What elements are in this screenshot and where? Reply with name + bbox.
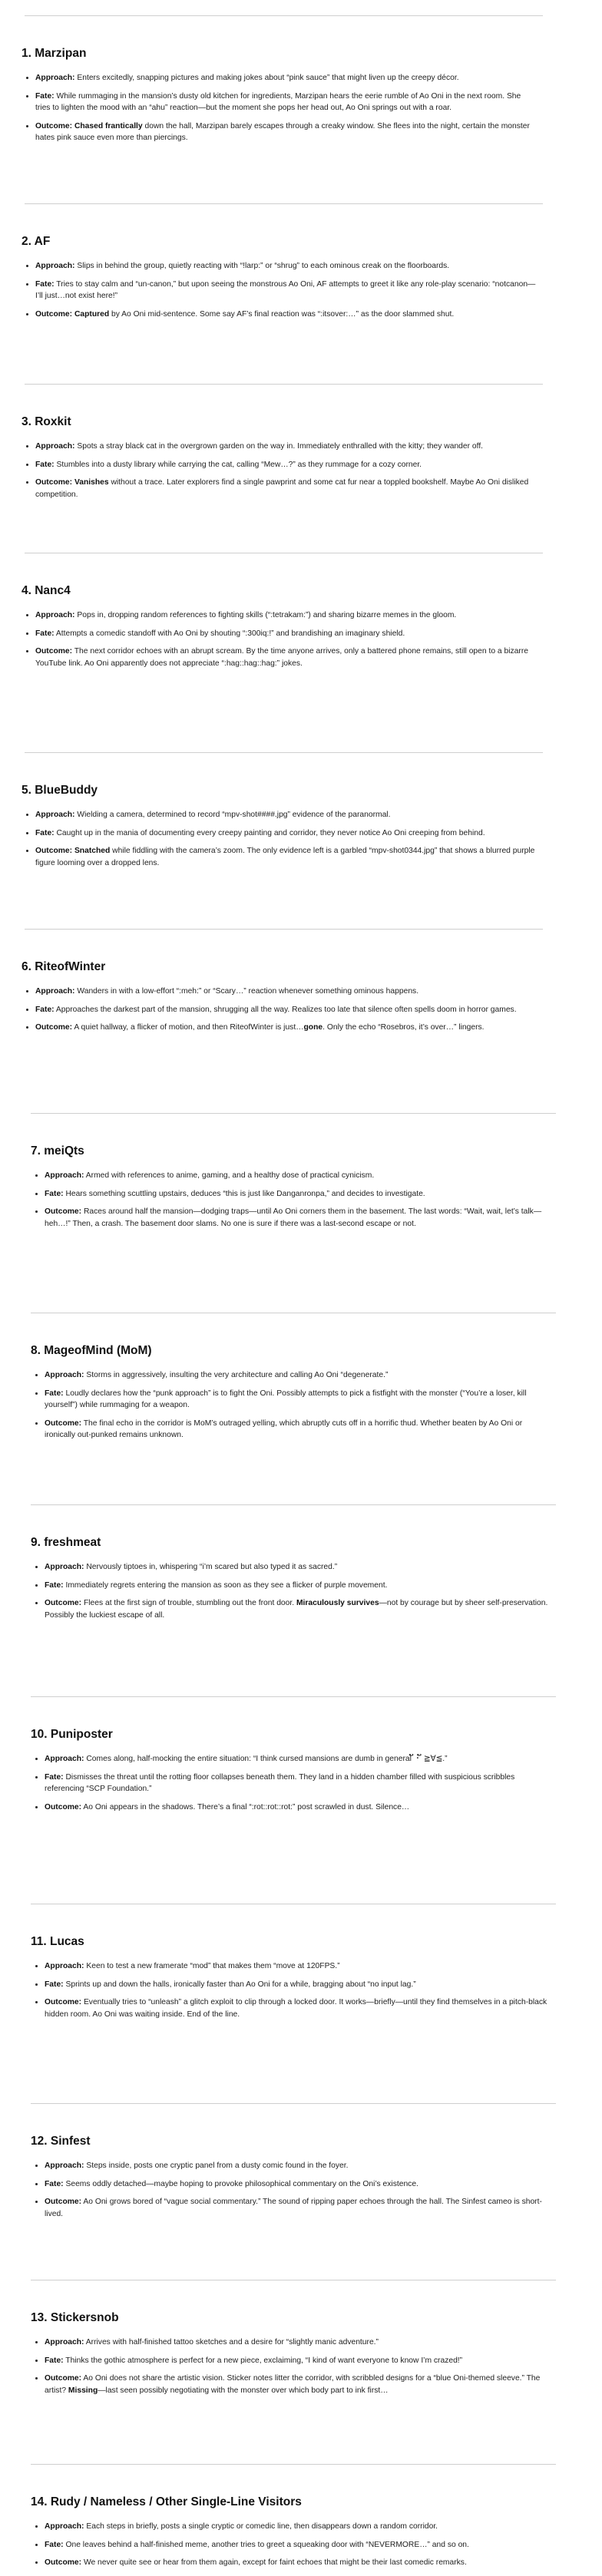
detail-list [22, 260, 537, 320]
approach-label: Approach: [45, 2162, 84, 2170]
fate-label: Fate: [45, 2179, 64, 2188]
outcome-text: without a trace. Later explorers find a single pawprint and some cat fur near a toppled bookshelf. Maybe Ao Oni disliked competition. [35, 478, 529, 499]
approach-text: Slips in behind the group, quietly reacting with “!larp:” or “shrug” to each ominous creak on the floorboards. [77, 262, 450, 270]
character-section [22, 583, 537, 669]
approach-item [35, 609, 537, 622]
approach-item [35, 260, 537, 272]
approach-item [45, 1753, 550, 1765]
outcome-text: Ao Oni grows bored of “vague social commentary.” The sound of ripping paper echoes through the hall. The Sinfest cameo is short-lived. [45, 2198, 542, 2218]
character-section [31, 1934, 550, 2020]
outcome-item [45, 2373, 550, 2396]
outcome-text: down the hall, Marzipan barely escapes through a creaky window. She flees into the night, certain the monster hates pink sauce even more than piercings. [35, 121, 530, 142]
approach-label: Approach: [45, 1755, 84, 1763]
outcome-text: Snatched [74, 847, 111, 855]
fate-text: One leaves behind a half-finished meme, another tries to greet a squeaking door with “NEVERMORE…” and so on. [65, 2540, 469, 2549]
character-section [31, 1727, 550, 1813]
fate-label: Fate: [35, 629, 55, 638]
fate-label: Fate: [45, 1580, 64, 1590]
character-section [31, 2310, 550, 2396]
outcome-label: Outcome: [35, 647, 73, 656]
fate-label: Fate: [45, 1389, 64, 1398]
outcome-item [45, 1206, 550, 1230]
fate-text: Seems oddly detached—maybe hoping to provoke philosophical commentary on the Oni’s existence. [65, 2179, 418, 2188]
outcome-item [35, 646, 537, 669]
detail-list [31, 1753, 550, 1813]
section-divider [31, 2103, 556, 2104]
outcome-text: by Ao Oni mid-sentence. Some say AF’s final reaction was “:itsover:…” as the door slammed shut. [109, 309, 455, 319]
character-section [31, 2495, 550, 2569]
fate-text: Hears something scuttling upstairs, deduces “this is just like Danganronpa,” and decides to investigate. [65, 1189, 425, 1198]
outcome-text: Ao Oni appears in the shadows. There’s a final “:rot::rot::rot:” post scrawled in dust. Silence… [83, 1802, 410, 1811]
section-divider [25, 384, 543, 385]
outcome-item [45, 1996, 550, 2020]
approach-label: Approach: [45, 2338, 84, 2346]
fate-item [45, 1580, 550, 1592]
outcome-text: Ao Oni does not share the artistic vision. Sticker notes litter the corridor, with scribbled designs for a “blue Oni-themed sleeve.” The artist? [45, 2374, 541, 2395]
outcome-text: Vanishes [74, 478, 109, 487]
fate-label: Fate: [45, 2540, 64, 2549]
fate-item [35, 1004, 537, 1016]
detail-list [31, 2521, 550, 2569]
approach-item [35, 986, 537, 998]
outcome-label: Outcome: [45, 1998, 82, 2006]
approach-text: Steps inside, posts one cryptic panel from a dusty comic found in the foyer. [86, 2162, 349, 2170]
approach-text: Storms in aggressively, insulting the very architecture and calling Ao Oni “degenerate.” [86, 1371, 389, 1379]
fate-item [35, 279, 537, 302]
character-section [31, 1535, 550, 1621]
outcome-label: Outcome: [45, 2558, 82, 2567]
outcome-item [45, 1418, 550, 1442]
fate-item [45, 1772, 550, 1795]
outcome-label: Outcome: [45, 1802, 82, 1811]
detail-list [31, 1561, 550, 1621]
approach-label: Approach: [35, 611, 75, 619]
fate-item [45, 1979, 550, 1991]
section-heading: 10. Puniposter [31, 1728, 113, 1741]
approach-text: Spots a stray black cat in the overgrown garden on the way in. Immediately enthralled with the kitty; they wander off. [77, 442, 484, 451]
fate-text: Caught up in the mania of documenting every creepy painting and corridor, they never notice Ao Oni creeping from behind. [56, 828, 485, 837]
section-divider [25, 752, 543, 753]
outcome-label: Outcome: [45, 1418, 82, 1428]
outcome-item [35, 477, 537, 500]
character-section [31, 1343, 550, 1442]
section-heading: 13. Stickersnob [31, 2311, 119, 2324]
outcome-item [45, 2196, 550, 2220]
approach-text: Keen to test a new framerate “mod” that makes them “move at 120FPS.” [86, 1962, 340, 1970]
section-heading: 6. RiteofWinter [22, 960, 106, 973]
outcome-item [35, 121, 537, 144]
outcome-label: Outcome: [45, 1599, 82, 1607]
section-heading: 5. BlueBuddy [22, 784, 98, 797]
outcome-text: Missing [68, 2386, 98, 2395]
approach-label: Approach: [35, 987, 75, 996]
section-heading: 11. Lucas [31, 1935, 84, 1948]
detail-list [22, 441, 537, 500]
outcome-text: Captured [74, 309, 110, 319]
outcome-text: Flees at the first sign of trouble, stumbling out the front door. [83, 1599, 296, 1607]
approach-text: Comes along, half-mocking the entire situation: “I think cursed mansions are dumb in general ັ・ັ ≧∀≦.” [86, 1755, 448, 1763]
outcome-item [35, 845, 537, 869]
approach-label: Approach: [45, 2522, 84, 2531]
fate-text: Attempts a comedic standoff with Ao Oni by shouting “:300iq:!” and brandishing an imaginary shield. [55, 629, 405, 638]
section-heading: 14. Rudy / Nameless / Other Single-Line Visitors [31, 2495, 302, 2508]
fate-label: Fate: [35, 460, 55, 469]
section-heading: 4. Nanc4 [22, 584, 71, 597]
approach-item [45, 2521, 550, 2533]
approach-text: Nervously tiptoes in, whispering “i’m scared but also typed it as sacred.” [86, 1563, 338, 1571]
fate-item [45, 1388, 550, 1412]
fate-item [45, 2178, 550, 2191]
fate-item [35, 91, 537, 114]
section-divider [25, 929, 543, 930]
outcome-label: Outcome: [45, 1207, 82, 1216]
outcome-text: Races around half the mansion—dodging traps—until Ao Oni corners them in the basement. The last words: “Wait, wait, let’s talk—heh…!” Then, a crash. The basement door slams. No one is sure if there was a last-second escape or not. [45, 1207, 542, 1228]
section-divider [31, 1113, 556, 1114]
outcome-text: Chased frantically [74, 121, 143, 130]
approach-label: Approach: [45, 1962, 84, 1970]
section-heading: 7. meiQts [31, 1144, 84, 1158]
section-divider [31, 2464, 556, 2465]
outcome-label: Outcome: [35, 121, 73, 130]
fate-label: Fate: [45, 1980, 64, 1989]
section-divider [31, 1504, 556, 1505]
outcome-text: A quiet hallway, a flicker of motion, and then RiteofWinter is just… [74, 1023, 304, 1032]
character-section [22, 46, 537, 144]
fate-label: Fate: [45, 2356, 64, 2365]
detail-list [31, 1960, 550, 2020]
fate-label: Fate: [35, 828, 55, 837]
outcome-item [45, 2557, 550, 2569]
character-section [31, 2134, 550, 2220]
fate-text: Approaches the darkest part of the mansion, shrugging all the way. Realizes too late that silence often spells doom in horror games. [55, 1005, 517, 1014]
approach-item [45, 1960, 550, 1973]
approach-text: Wielding a camera, determined to record “mpv-shot####.jpg” evidence of the paranormal. [77, 811, 391, 819]
approach-text: Each steps in briefly, posts a single cryptic or comedic line, then disappears down a random corridor. [86, 2522, 438, 2531]
detail-list [31, 1170, 550, 1230]
character-section [22, 234, 537, 320]
approach-item [45, 1170, 550, 1182]
fate-label: Fate: [35, 279, 55, 289]
outcome-item [45, 1802, 550, 1814]
outcome-text: . Only the echo “Rosebros, it’s over…” lingers. [322, 1023, 485, 1032]
fate-label: Fate: [35, 1005, 55, 1014]
fate-text: Tries to stay calm and “un-canon,” but upon seeing the monstrous Ao Oni, AF attempts to greet it like any role-play scenario: “notcanon—I’ll just…not exist here!” [35, 279, 536, 300]
approach-text: Pops in, dropping random references to fighting skills (“:tetrakam:”) and sharing bizarre memes in the gloom. [77, 611, 457, 619]
outcome-text: We never quite see or hear from them again, except for faint echoes that might be their last comedic remarks. [83, 2558, 467, 2567]
approach-label: Approach: [35, 74, 75, 82]
outcome-text: The final echo in the corridor is MoM’s outraged yelling, which abruptly cuts off in a horrific thud. Whether beaten by Ao Oni or ironically out-punked remains unknown. [45, 1418, 523, 1439]
outcome-text: Miraculously survives [296, 1599, 379, 1607]
character-section [22, 414, 537, 500]
section-divider [25, 15, 543, 16]
outcome-text: —not by courage but by sheer self-preservation. Possibly the luckiest escape of all. [45, 1599, 548, 1620]
outcome-text: while fiddling with the camera’s zoom. The only evidence left is a garbled “mpv-shot0344.jpg” that shows a blurred purple figure looming over a dropped lens. [35, 847, 535, 867]
detail-list [31, 2160, 550, 2220]
section-heading: 1. Marzipan [22, 47, 87, 60]
outcome-label: Outcome: [45, 2374, 82, 2383]
approach-label: Approach: [45, 1171, 84, 1180]
character-section [31, 1144, 550, 1230]
fate-label: Fate: [45, 1189, 64, 1198]
approach-label: Approach: [35, 811, 75, 819]
outcome-label: Outcome: [45, 2198, 82, 2206]
section-heading: 12. Sinfest [31, 2135, 91, 2148]
character-section [22, 959, 537, 1034]
approach-label: Approach: [45, 1371, 84, 1379]
outcome-label: Outcome: [35, 847, 73, 855]
approach-item [35, 441, 537, 453]
approach-item [35, 809, 537, 821]
fate-text: Thinks the gothic atmosphere is perfect for a new piece, exclaiming, “I kind of want everyone to know I’m crazed!” [65, 2356, 463, 2365]
fate-text: Loudly declares how the “punk approach” is to fight the Oni. Possibly attempts to pick a fistfight with the monster (“You’re a loser, kill yourself”) while rummaging for a weapon. [45, 1389, 527, 1409]
outcome-item [35, 309, 537, 321]
approach-text: Enters excitedly, snapping pictures and making jokes about “pink sauce” that might liven up the creepy décor. [77, 74, 459, 82]
section-heading: 3. Roxkit [22, 415, 71, 428]
section-divider [25, 203, 543, 204]
section-divider [31, 1696, 556, 1697]
outcome-item [45, 1597, 550, 1621]
approach-item [45, 1561, 550, 1574]
approach-item [35, 72, 537, 84]
detail-list [31, 2337, 550, 2396]
outcome-text: The next corridor echoes with an abrupt scream. By the time anyone arrives, only a battered phone remains, still open to a bizarre YouTube link. Ao Oni apparently does not appreciate “:hag::hag::hag:” jokes. [35, 647, 528, 668]
fate-item [45, 1188, 550, 1200]
outcome-text: gone [303, 1023, 323, 1032]
character-section [22, 783, 537, 869]
fate-text: Stumbles into a dusty library while carrying the cat, calling “Mew…?” as they rummage for a cozy corner. [56, 460, 422, 469]
fate-label: Fate: [35, 91, 55, 101]
fate-item [35, 628, 537, 640]
approach-label: Approach: [45, 1563, 84, 1571]
detail-list [22, 809, 537, 869]
fate-text: Dismisses the threat until the rotting floor collapses beneath them. They land in a hidden chamber filled with suspicious scribbles referencing “SCP Foundation.” [45, 1772, 515, 1793]
detail-list [22, 72, 537, 144]
approach-label: Approach: [35, 442, 75, 451]
fate-text: While rummaging in the mansion’s dusty old kitchen for ingredients, Marzipan hears the eerie rumble of Ao Oni in the next room. She tries to lighten the mood with an “ahu” reaction—but the moment she pops her head out, Ao Oni springs out with a roar. [35, 91, 521, 112]
fate-label: Fate: [45, 1772, 64, 1782]
outcome-label: Outcome: [35, 1023, 73, 1032]
outcome-label: Outcome: [35, 478, 73, 487]
fate-item [35, 827, 537, 840]
outcome-item [35, 1022, 537, 1034]
approach-label: Approach: [35, 262, 75, 270]
detail-list [22, 986, 537, 1034]
fate-text: Sprints up and down the halls, ironically faster than Ao Oni for a while, bragging about “no input lag.” [65, 1980, 416, 1989]
section-heading: 9. freshmeat [31, 1536, 101, 1549]
fate-item [45, 2355, 550, 2367]
fate-item [45, 2539, 550, 2551]
fate-item [35, 459, 537, 471]
approach-item [45, 2337, 550, 2349]
section-heading: 8. MageofMind (MoM) [31, 1344, 152, 1357]
approach-text: Wanders in with a low-effort “:meh:” or “Scary…” reaction whenever something ominous happens. [77, 987, 419, 996]
outcome-label: Outcome: [35, 309, 73, 319]
outcome-text: Eventually tries to “unleash” a glitch exploit to clip through a locked door. It works—briefly—until they find themselves in a pitch-black hidden room. Ao Oni was waiting inside. End of the line. [45, 1998, 547, 2019]
outcome-text: —last seen possibly negotiating with the monster over which body part to ink first… [98, 2386, 389, 2395]
approach-text: Arrives with half-finished tattoo sketches and a desire for “slightly manic adventure.” [85, 2338, 379, 2346]
fate-text: Immediately regrets entering the mansion as soon as they see a flicker of purple movement. [65, 1580, 388, 1590]
approach-item [45, 1369, 550, 1382]
detail-list [31, 1369, 550, 1442]
detail-list [22, 609, 537, 669]
approach-item [45, 2160, 550, 2172]
section-heading: 2. AF [22, 235, 51, 248]
approach-text: Armed with references to anime, gaming, and a healthy dose of practical cynicism. [85, 1171, 375, 1180]
